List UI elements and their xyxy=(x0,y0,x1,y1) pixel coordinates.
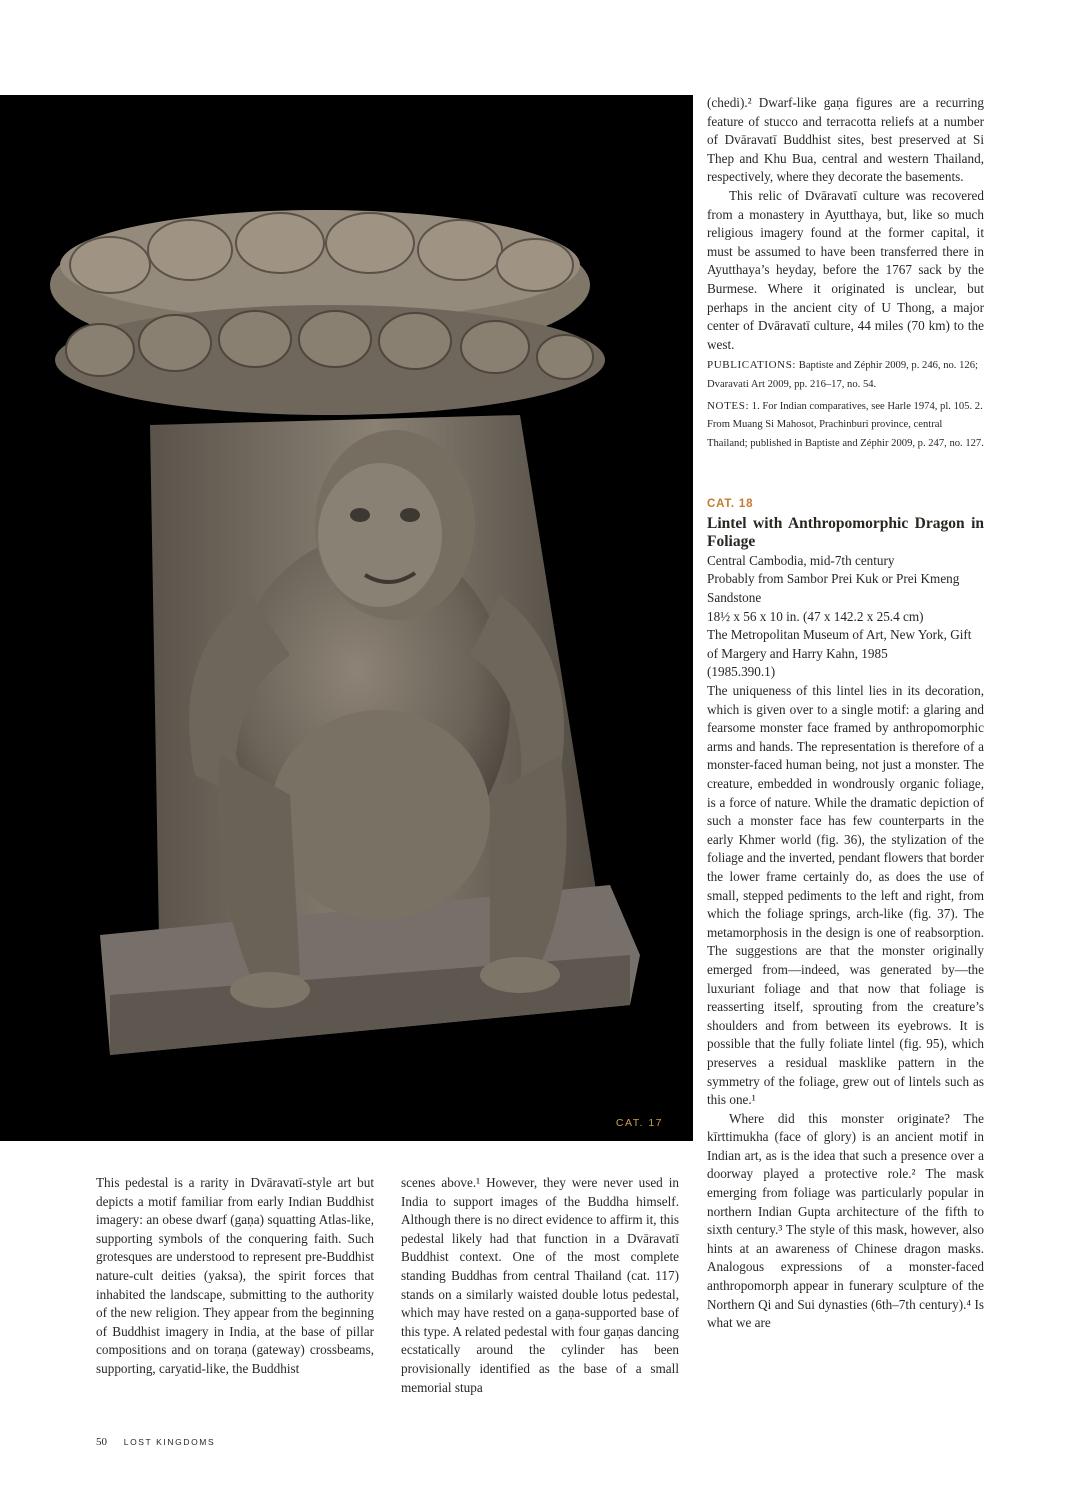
paragraph: This relic of Dvāravatī culture was recovered from a monastery in Ayutthaya, but, like so much religious imagery found at the former capital, it must be assumed to have been transferred there in Ayutthaya’s heyday, before the 1767 sack by the Burmese. Where it originated is unclear, but perhaps in the ancient city of U Thong, a major center of Dvāravatī culture, 44 miles (70 km) to the west. xyxy=(707,187,984,352)
gana-pedestal-image xyxy=(0,95,693,1141)
paragraph: scenes above.¹ However, they were never used in India to support images of the Buddha himself. Although there is no direct evidence to affirm it, this pedestal likely had that function in a Dvāravatī Buddhist context. One of the most complete standing Buddhas from central Thailand (cat. 117) stands on a similarly waisted double lotus pedestal, which may have rested on a gaṇa-supported base of this type. A related pedestal with four gaṇas dancing ecstatically around the cylinder has been provisionally identified as the base of a small memorial stupa xyxy=(401,1175,679,1395)
paragraph: (chedi).² Dwarf-like gaṇa figures are a recurring feature of stucco and terracotta reliefs at a number of Dvāravatī Buddhist sites, best preserved at Si Thep and Khu Bua, central and western Thailand, respectively, where they decorate the basements. xyxy=(707,95,984,185)
publications xyxy=(707,356,984,394)
meta-line: (1985.390.1) xyxy=(707,664,776,680)
publications-label: PUBLICATIONS: xyxy=(707,359,797,372)
paragraph: The uniqueness of this lintel lies in its decoration, which is given over to a single motif: a glaring and fearsome monster face framed by anthropomorphic arms and hands. The representation is therefore of a monster-faced human being, not just a monster. The creature, embedded in wondrously organic foliage, is a force of nature. While the dramatic depiction of such a monster face has few counterparts in the early Khmer world (fig. 36), the stylization of the foliage and the inverted, pendant flowers that border the lower frame certainly do, as does the use of small, stepped pediments to the left and right, from which the foliage springs, arch-like (fig. 37). The metamorphosis in the design is one of reabsorption. The suggestions are that the monster originally emerged from—indeed, was generated by—the luxuriant foliage and that now that foliage is reasserting itself, sprouting from the creature’s shoulders and from between its eyebrows. It is possible that the fully foliate lintel (fig. 95), which preserves a residual masklike pattern in the symmetry of the foliage, grew out of lintels such as this one.¹ xyxy=(707,683,984,1108)
middle-column xyxy=(401,1174,679,1397)
running-title: LOST KINGDOMS xyxy=(123,1437,216,1447)
sculpture-photo xyxy=(0,95,693,1141)
meta-line: Probably from Sambor Prei Kuk or Prei Kmeng xyxy=(707,571,960,587)
notes-text: 1. For Indian comparatives, see Harle 1974, pl. 105. 2. From Muang Si Mahosot, Prachinburi province, central Thailand; published in Baptiste and Zéphir 2009, p. 247, no. 127. xyxy=(707,400,984,449)
catalog-meta xyxy=(707,552,984,682)
page-footer xyxy=(96,1436,215,1448)
left-column xyxy=(96,1174,374,1379)
meta-line: Sandstone xyxy=(707,590,762,606)
publications-text: Baptiste and Zéphir 2009, p. 246, no. 126; Dvaravati Art 2009, pp. 216–17, no. 54. xyxy=(707,360,978,390)
page-number: 50 xyxy=(96,1436,107,1448)
catalog-number: CAT. 18 xyxy=(707,498,754,511)
paragraph: This pedestal is a rarity in Dvāravatī-style art but depicts a motif familiar from early Indian Buddhist imagery: an obese dwarf (gaṇa) squatting Atlas-like, supporting symbols of the conquering faith. Such grotesques are understood to represent pre-Buddhist nature-cult deities (yaksa), the spirit forces that inhabited the landscape, submitting to the authority of the new religion. They appear from the beginning of Buddhist imagery in India, at the base of pillar compositions and on toraṇa (gateway) crossbeams, supporting, caryatid-like, the Buddhist xyxy=(96,1175,374,1376)
notes xyxy=(707,397,984,454)
paragraph: Where did this monster originate? The kīrttimukha (face of glory) is an ancient motif in Indian art, as is the idea that such a presence over a doorway played a protective role.² The mask emerging from foliage was particularly popular in northern Indian Gupta architecture of the fifth to sixth century.³ The style of this mask, however, also hints at an awareness of Chinese dragon masks. Analogous expressions of a monster-faced anthropomorph appear in funerary sculpture of the Northern Qi and Sui dynasties (6th–7th century).⁴ Is what we are xyxy=(707,1110,984,1331)
meta-line: Central Cambodia, mid-7th century xyxy=(707,552,895,568)
meta-line: 18½ x 56 x 10 in. (47 x 142.2 x 25.4 cm) xyxy=(707,608,924,624)
catalog-title: Lintel with Anthropomorphic Dragon in Foliage xyxy=(707,514,984,551)
notes-label: NOTES: xyxy=(707,399,750,412)
meta-line: The Metropolitan Museum of Art, New York, Gift of Margery and Harry Kahn, 1985 xyxy=(707,627,972,661)
photo-caption: CAT. 17 xyxy=(615,1117,663,1129)
right-column xyxy=(707,94,984,1333)
